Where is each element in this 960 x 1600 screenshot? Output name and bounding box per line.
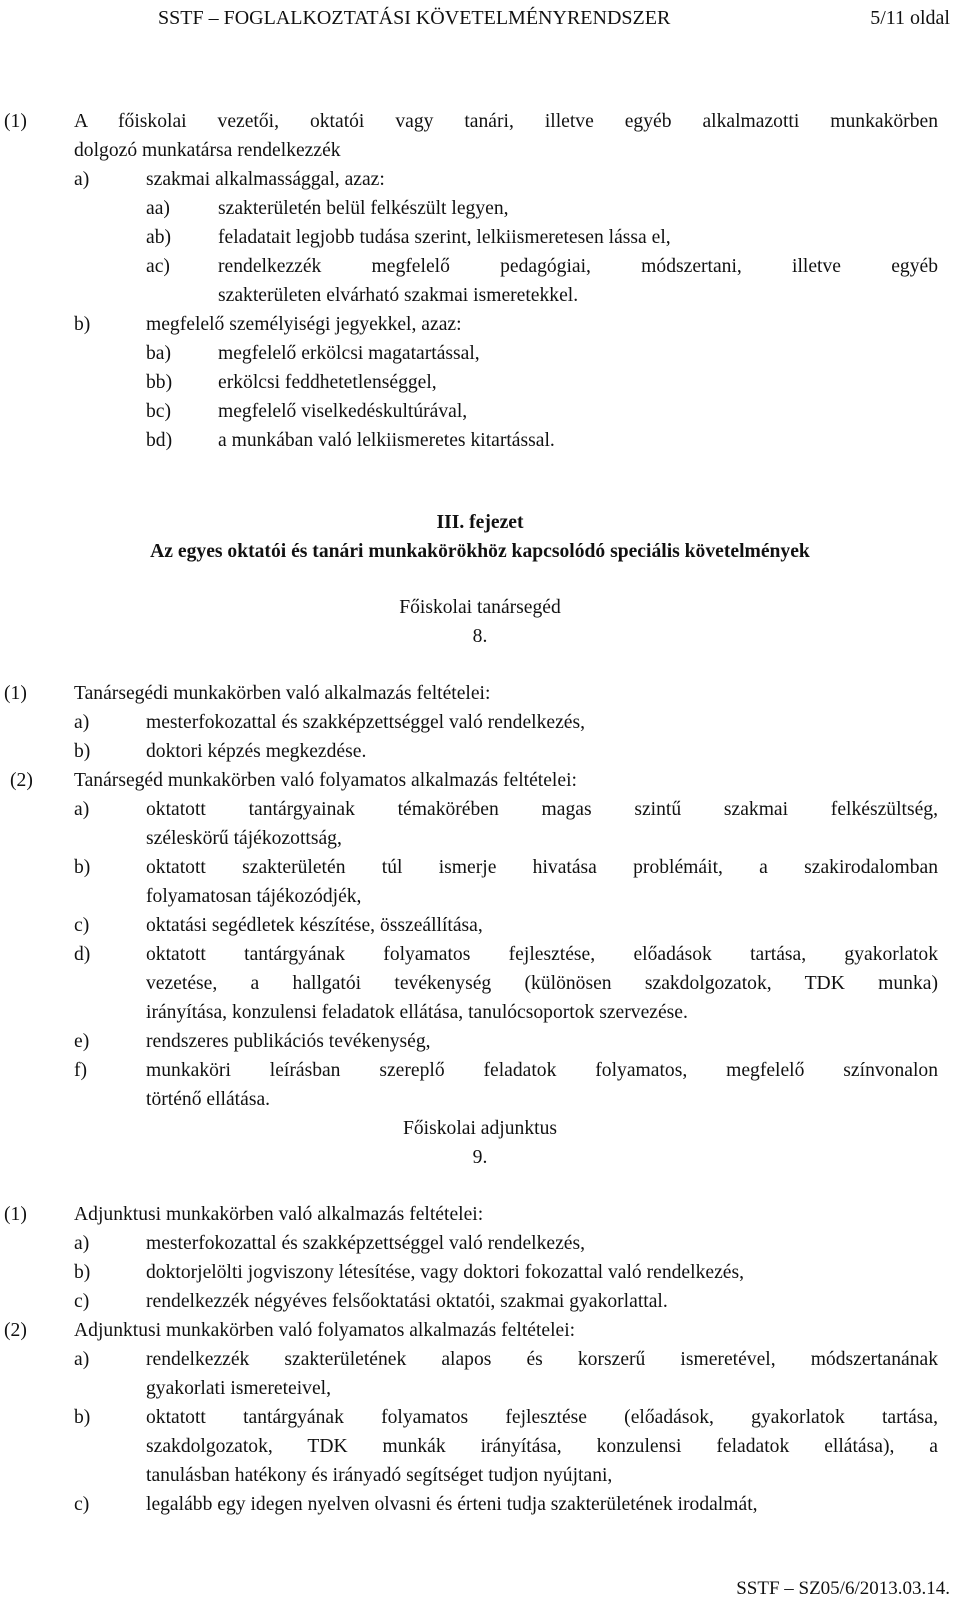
subitem-text: a munkában való lelkiismeretes kitartással. bbox=[218, 430, 555, 451]
item-label: a) bbox=[74, 1349, 90, 1370]
subitem-text: megfelelő viselkedéskultúrával, bbox=[218, 401, 468, 422]
item-label: b) bbox=[74, 314, 91, 335]
item-text: mesterfokozattal és szakképzettséggel való rendelkezés, bbox=[146, 712, 586, 733]
item-text: folyamatosan tájékozódjék, bbox=[146, 886, 362, 907]
item-label: a) bbox=[74, 712, 90, 733]
item-text: oktatási segédletek készítése, összeállítása, bbox=[146, 915, 483, 936]
item-text: irányítása, konzulensi feladatok ellátása, tanulócsoportok szervezése. bbox=[146, 1002, 688, 1023]
item-text: rendszeres publikációs tevékenység, bbox=[146, 1031, 431, 1052]
subitem-label: ab) bbox=[146, 227, 172, 248]
item-label: b) bbox=[74, 1407, 91, 1428]
subitem-label: ba) bbox=[146, 343, 172, 364]
item-text: tanulásban hatékony és irányadó segítséget tudjon nyújtani, bbox=[146, 1465, 613, 1486]
item-label: c) bbox=[74, 915, 90, 936]
item-label: c) bbox=[74, 1494, 90, 1515]
item-text: történő ellátása. bbox=[146, 1089, 271, 1110]
paragraph-text: Adjunktusi munkakörben való folyamatos alkalmazás feltételei: bbox=[74, 1320, 576, 1341]
item-label: b) bbox=[74, 1262, 91, 1283]
item-label: c) bbox=[74, 1291, 90, 1312]
section-title: Főiskolai adjunktus bbox=[402, 1118, 558, 1139]
item-label: a) bbox=[74, 799, 90, 820]
section-number: 8. bbox=[472, 626, 488, 647]
item-label: a) bbox=[74, 169, 90, 190]
header-title: SSTF – FOGLALKOZTATÁSI KÖVETELMÉNYRENDSZER bbox=[158, 7, 671, 29]
subitem-text: rendelkezzék megfelelő pedagógiai, módszertani, illetve egyéb bbox=[218, 256, 938, 277]
item-label: a) bbox=[74, 1233, 90, 1254]
subitem-text: szakterületen elvárható szakmai ismeretekkel. bbox=[218, 285, 579, 306]
paragraph-text: dolgozó munkatársa rendelkezzék bbox=[74, 140, 341, 161]
item-text: oktatott tantárgyainak témakörében magas szintű szakmai felkészültség, bbox=[146, 799, 938, 820]
subitem-label: ac) bbox=[146, 256, 170, 277]
paragraph-text: Tanársegédi munkakörben való alkalmazás feltételei: bbox=[74, 683, 491, 704]
subitem-label: aa) bbox=[146, 198, 170, 219]
paragraph-number: (1) bbox=[4, 683, 27, 704]
section-number: 9. bbox=[472, 1147, 488, 1168]
item-text: doktori képzés megkezdése. bbox=[146, 741, 367, 762]
paragraph-number: (1) bbox=[4, 111, 27, 132]
subitem-label: bc) bbox=[146, 401, 172, 422]
subitem-text: megfelelő erkölcsi magatartással, bbox=[218, 343, 480, 364]
header-page-number: 5/11 oldal bbox=[870, 7, 950, 29]
item-text: megfelelő személyiségi jegyekkel, azaz: bbox=[146, 314, 462, 335]
subitem-text: feladatait legjobb tudása szerint, lelkiismeretesen lássa el, bbox=[218, 227, 671, 248]
chapter-title: Az egyes oktatói és tanári munkakörökhöz kapcsolódó speciális követelmények bbox=[150, 541, 810, 562]
item-text: mesterfokozattal és szakképzettséggel való rendelkezés, bbox=[146, 1233, 586, 1254]
item-label: b) bbox=[74, 857, 91, 878]
item-label: b) bbox=[74, 741, 91, 762]
item-text: rendelkezzék négyéves felsőoktatási oktatói, szakmai gyakorlattal. bbox=[146, 1291, 668, 1312]
paragraph-text: A főiskolai vezetői, oktatói vagy tanári, illetve egyéb alkalmazotti munkakörben bbox=[74, 111, 938, 132]
subitem-label: bd) bbox=[146, 430, 173, 451]
paragraph-text: Adjunktusi munkakörben való alkalmazás feltételei: bbox=[74, 1204, 484, 1225]
page-header bbox=[158, 4, 950, 32]
item-text: oktatott szakterületén túl ismerje hivatása problémáit, a szakirodalomban bbox=[146, 857, 938, 878]
item-text: széleskörű tájékozottság, bbox=[146, 828, 342, 849]
item-text: doktorjelölti jogviszony létesítése, vagy doktori fokozattal való rendelkezés, bbox=[146, 1262, 744, 1283]
item-text: legalább egy idegen nyelven olvasni és érteni tudja szakterületének irodalmát, bbox=[146, 1494, 758, 1515]
item-text: oktatott tantárgyának folyamatos fejlesztése (előadások, gyakorlatok tartása, bbox=[146, 1407, 938, 1428]
item-label: f) bbox=[74, 1060, 88, 1081]
item-text: gyakorlati ismereteivel, bbox=[146, 1378, 331, 1399]
item-text: oktatott tantárgyának folyamatos fejlesztése, előadások tartása, gyakorlatok bbox=[146, 944, 938, 965]
item-text: szakmai alkalmassággal, azaz: bbox=[146, 169, 385, 190]
item-text: munkaköri leírásban szereplő feladatok folyamatos, megfelelő színvonalon bbox=[146, 1060, 938, 1081]
paragraph-text: Tanársegéd munkakörben való folyamatos alkalmazás feltételei: bbox=[74, 770, 577, 791]
subitem-text: szakterületén belül felkészült legyen, bbox=[218, 198, 509, 219]
item-text: vezetése, a hallgatói tevékenység (különösen szakdolgozatok, TDK munka) bbox=[146, 973, 938, 994]
item-label: d) bbox=[74, 944, 91, 965]
item-text: szakdolgozatok, TDK munkák irányítása, konzulensi feladatok ellátása), a bbox=[146, 1436, 938, 1457]
chapter-number: III. fejezet bbox=[436, 512, 524, 533]
subitem-text: erkölcsi feddhetetlenséggel, bbox=[218, 372, 437, 393]
paragraph-number: (2) bbox=[10, 770, 33, 791]
subitem-label: bb) bbox=[146, 372, 173, 393]
section-title: Főiskolai tanársegéd bbox=[399, 597, 561, 618]
paragraph-number: (1) bbox=[4, 1204, 27, 1225]
item-label: e) bbox=[74, 1031, 90, 1052]
item-text: rendelkezzék szakterületének alapos és korszerű ismeretével, módszertanának bbox=[146, 1349, 938, 1370]
page-footer: SSTF – SZ05/6/2013.03.14. bbox=[736, 1578, 950, 1599]
paragraph-number: (2) bbox=[4, 1320, 27, 1341]
